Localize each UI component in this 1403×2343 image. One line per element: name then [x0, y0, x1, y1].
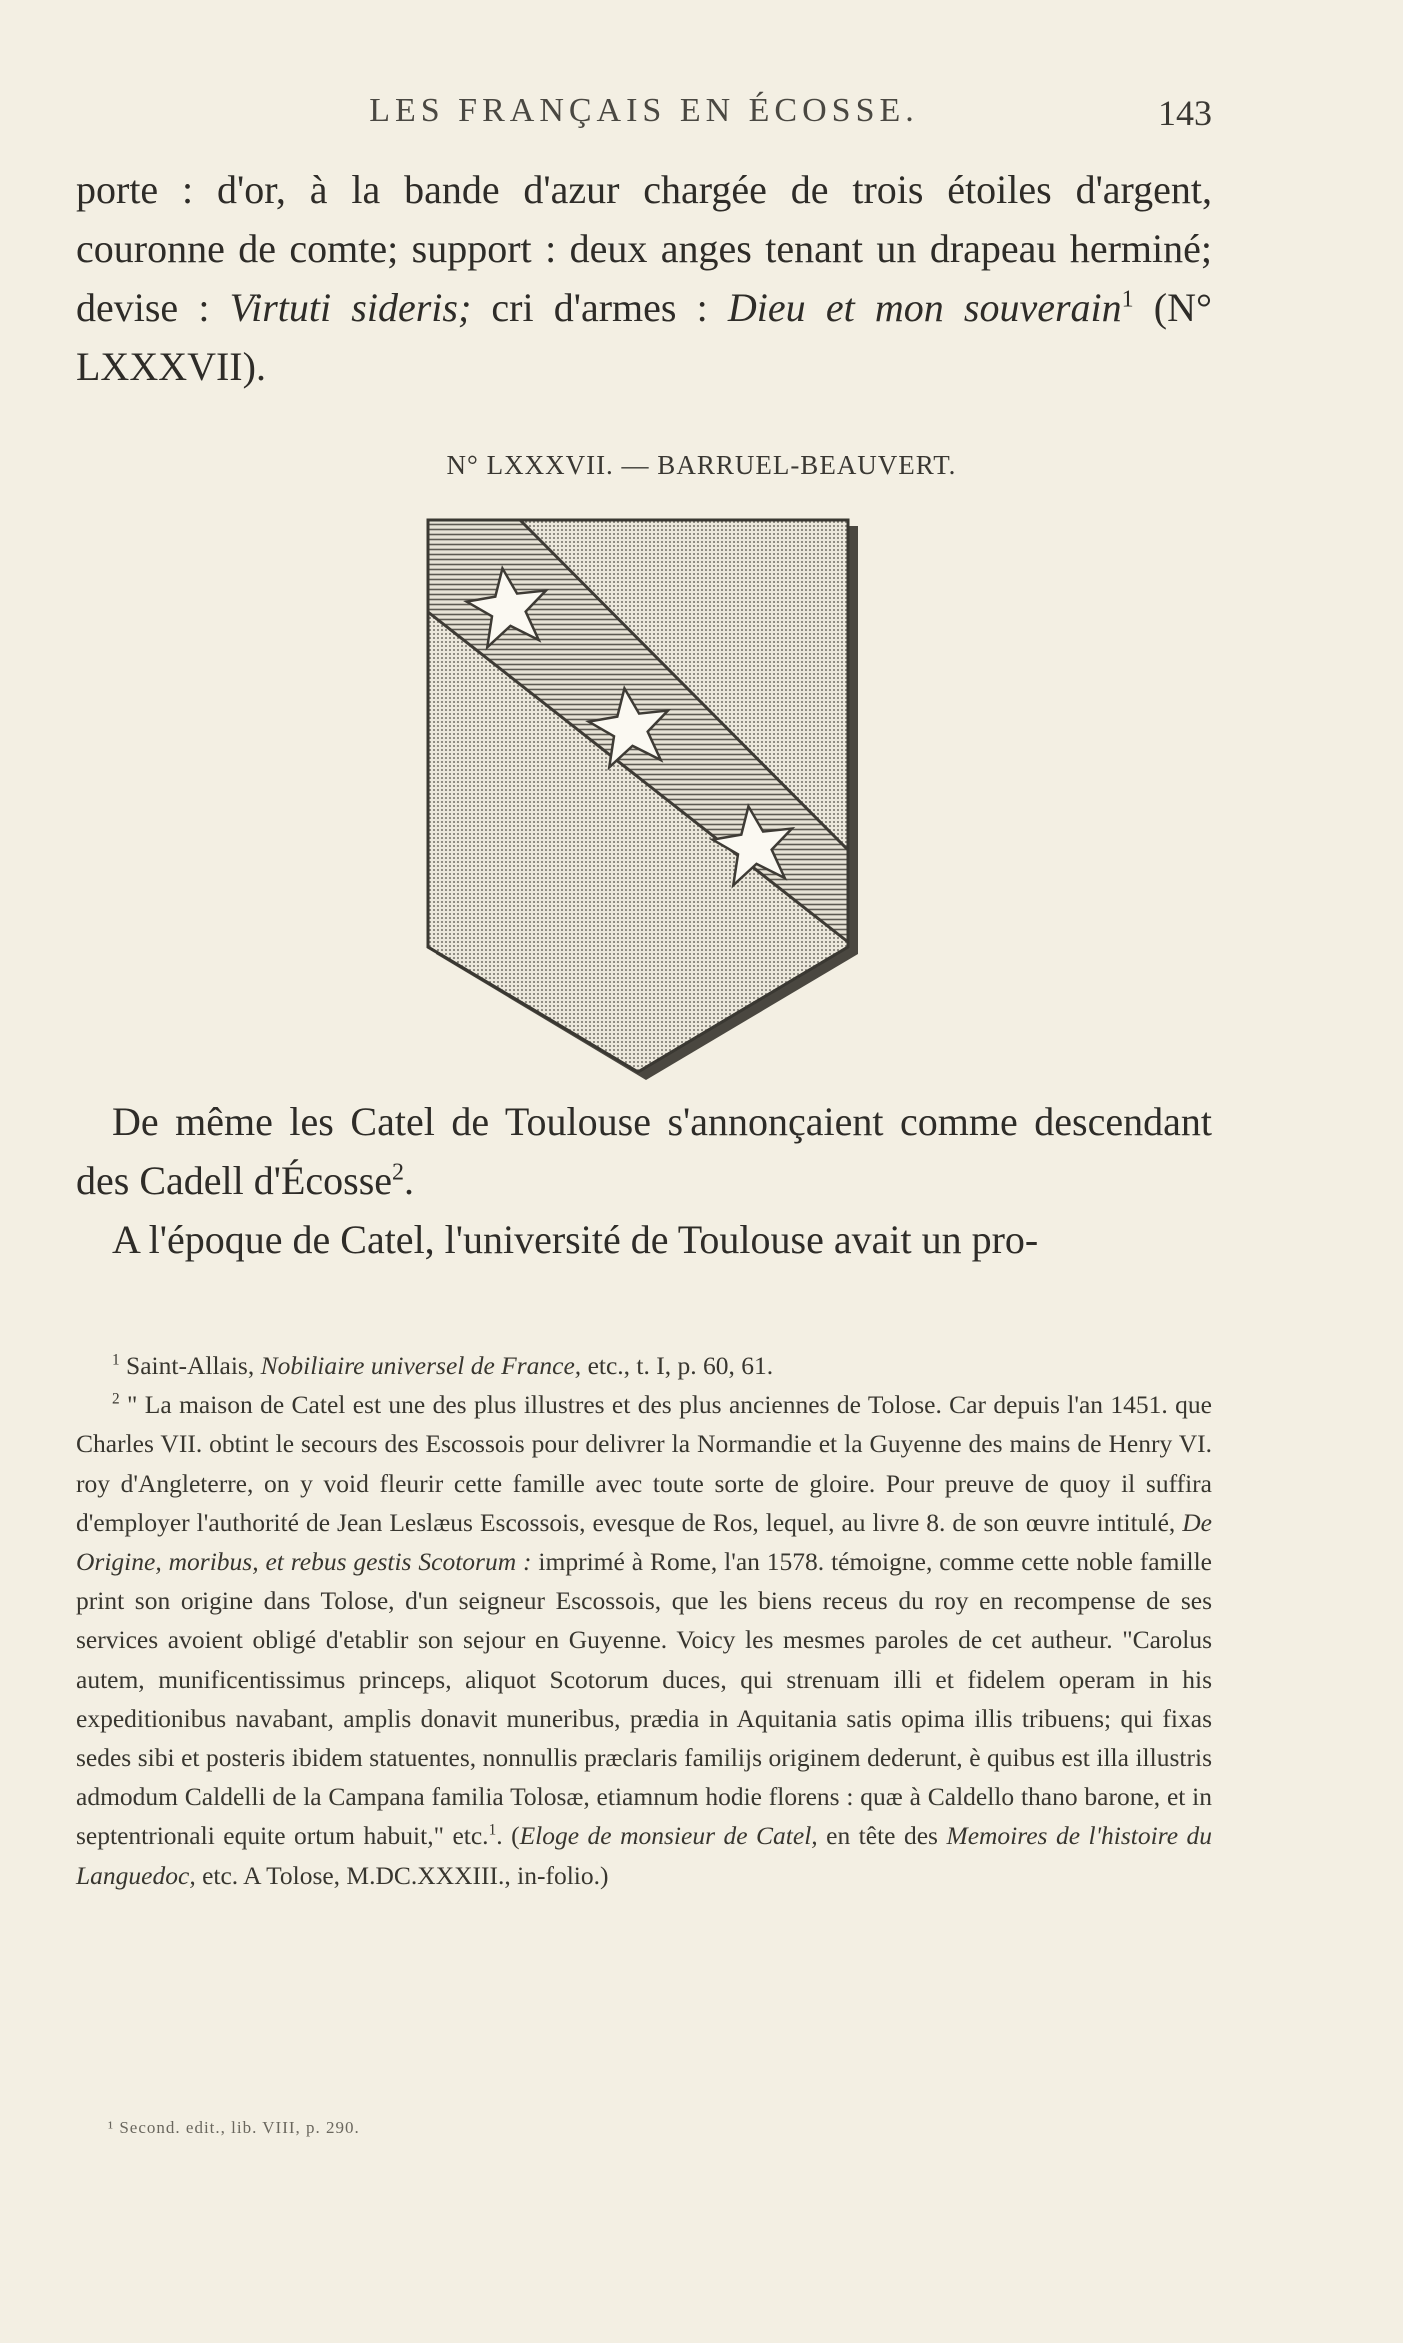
catel-period: . [404, 1158, 415, 1203]
footnote-2-title: De Origine, moribus, et rebus gestis Scotorum : [76, 1507, 1212, 1577]
blazon-text-2: cri d'armes : [471, 285, 728, 330]
motto: Virtuti sideris; [229, 285, 472, 330]
footnote-2-mark: 2 [112, 1390, 120, 1408]
blazon-text: porte : d'or, à la bande d'azur chargée de trois étoiles d'argent, couronne de comte; support : deux anges tenant un drapeau herminé; devise : [76, 167, 1212, 330]
footnote-2-inner-mark: 1 [488, 1821, 497, 1839]
footnote-2-text: " La maison de Catel est une des plus illustres et des plus anciennes de Tolose. Car depuis l'an 1451. que Charles VII. obtint le secours des Escossois pour delivrer la Normandie et la Guyenne des mains de Henry VI. roy d'Angleterre, on y void fleurir cette famille avec toute sorte de gloire. Pour preuve de quoy il suffira d'employer l'authorité de Jean Leslæus Escossois, evesque de Ros, lequel, au livre 8. de son œuvre intitulé, [76, 1390, 1212, 1537]
catel-text: De même les Catel de Toulouse s'annonçaient comme descendant des Cadell d'Écosse [76, 1099, 1212, 1203]
war-cry: Dieu et mon souverain [727, 285, 1122, 330]
plate-reference: (N° LXXXVII). [76, 285, 1212, 389]
footnote-1 [76, 1346, 1212, 1385]
running-title: LES FRANÇAIS EN ÉCOSSE. [369, 92, 919, 129]
footnote-2 [76, 1385, 1212, 1895]
page-number: 143 [1158, 93, 1212, 133]
paragraph-blazon [76, 160, 1212, 396]
coat-of-arms-icon [420, 512, 880, 1082]
footnotes [76, 1346, 1212, 1895]
running-head [76, 92, 1212, 138]
footnote-1-ref: etc., t. I, p. 60, 61. [581, 1351, 774, 1380]
footnote-2-imprint: etc. A Tolose, M.DC.XXXIII., in-folio.) [195, 1860, 609, 1890]
plate-caption: N° LXXXVII. — BARRUEL-BEAUVERT. [446, 450, 957, 480]
coat-of-arms-illustration [420, 512, 880, 1082]
catel-line-2: A l'époque de Catel, l'université de Toulouse avait un pro- [112, 1217, 1039, 1262]
footnote-2-source-work: Memoires de l'histoire du Languedoc, [76, 1821, 1213, 1890]
footnote-1-text: Saint-Allais, [119, 1351, 261, 1380]
footnote-1-mark: 1 [112, 1351, 120, 1369]
footnote-1-title: Nobiliaire universel de France, [260, 1351, 582, 1380]
footnote-2-quote: imprimé à Rome, l'an 1578. témoigne, comme cette noble famille print son origine dans Tolose, d'un seigneur Escossois, que les biens receus du roy en recompense de ses services avoient obligé d'etablir son sejour en Guyenne. Voicy les mesmes paroles de cet autheur. "Carolus autem, munificentissimus princeps, aliquot Scotorum duces, qui strenuam illi et fidelem operam in his expeditionibus navabant, amplis donavit muneribus, prædia in Aquitania satis opima illis tribuens; qui fixas sedes sibi et posteris ibidem statuentes, nonnullis præclaris familijs originem dederunt, è quibus est illa illustris admodum Caldelli de la Campana familia Tolosæ, etiamnum hodie florens : quæ à Caldello thano barone, et in septentrionali equite ortum habuit," etc. [76, 1547, 1212, 1851]
catel-line-1 [76, 1092, 1212, 1210]
footnote-2-source-link: en tête des [817, 1821, 947, 1851]
paragraph-catel [76, 1092, 1212, 1269]
footnote-ref-1[interactable]: 1 [1121, 286, 1134, 313]
footnote-2-sep: . ( [496, 1821, 520, 1851]
footnote-2-source-title: Eloge de monsieur de Catel, [519, 1821, 818, 1851]
footnote-ref-2[interactable]: 2 [392, 1159, 405, 1186]
sub-footnote: ¹ Second. edit., lib. VIII, p. 290. [108, 2118, 360, 2137]
